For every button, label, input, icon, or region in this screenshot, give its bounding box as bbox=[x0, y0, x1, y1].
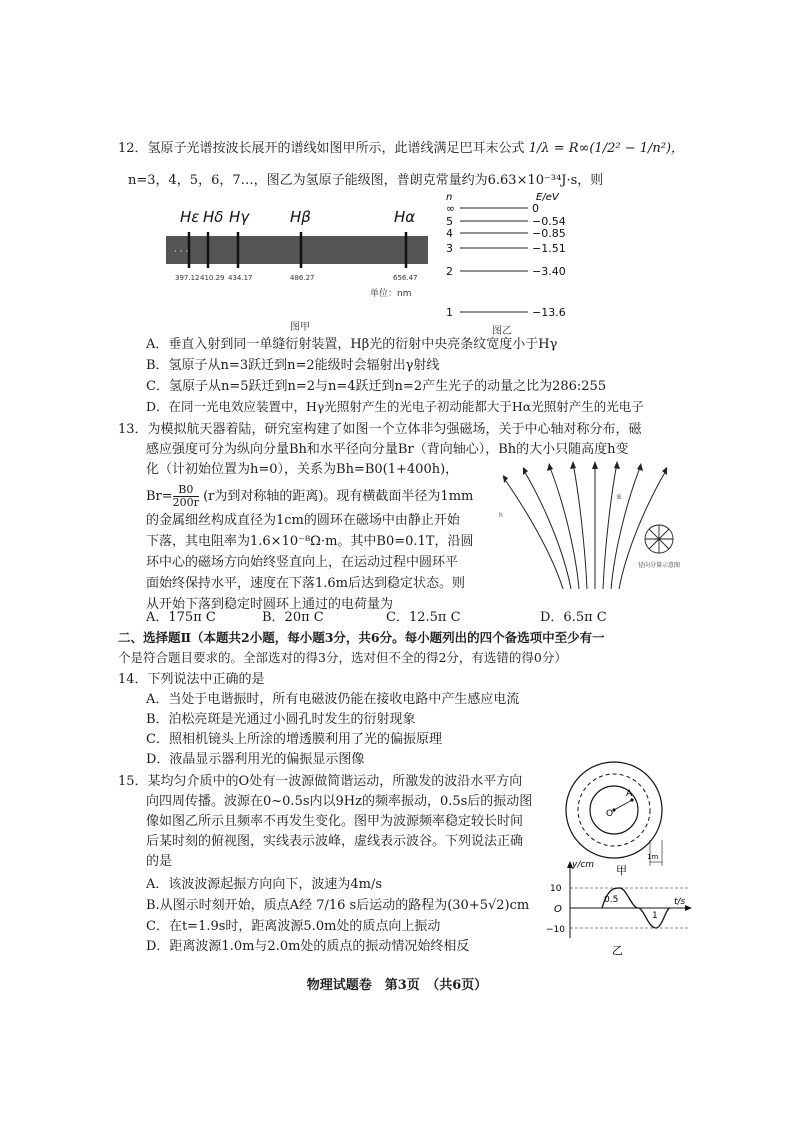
section2-line1: 二、选择题Ⅱ（本题共2小题，每小题3分，共6分。每小题列出的四个备选项中至少有一 bbox=[118, 630, 605, 645]
page-footer: 物理试题卷 第3页 （共6页） bbox=[306, 978, 488, 993]
q13-line6: 下落，其电阻率为1.6×10⁻⁸Ω·m。其中B0=0.1T，沿圆 bbox=[146, 534, 474, 549]
label-h-delta: Hδ bbox=[203, 208, 224, 226]
caption-jia: 图甲 bbox=[290, 322, 310, 333]
tick-y-neg10: −10 bbox=[546, 925, 565, 935]
q15-line2: 向四周传播。波源在0~0.5s内以9Hz的频率振动，0.5s后的振动图 bbox=[146, 794, 533, 809]
label-h-gamma: Hγ bbox=[229, 208, 250, 226]
q14-stem: 14．下列说法中正确的是 bbox=[118, 672, 265, 687]
label-h-epsilon: Hε bbox=[180, 208, 200, 226]
tick-y-o: O bbox=[554, 904, 562, 915]
q13-option-b: B．20π C bbox=[262, 610, 324, 625]
magnetic-field-figure bbox=[495, 455, 695, 595]
q15-option-c: C．在t=1.9s时，距离波源5.0m处的质点向上振动 bbox=[146, 919, 441, 934]
section2-line2: 个是符合题目要求的。全部选对的得3分，选对但不全的得2分，有选错的得0分） bbox=[118, 650, 567, 665]
tick-x-05: 0.5 bbox=[604, 895, 619, 905]
q12-option-d: D．在同一光电效应装置中，Hγ光照射产生的光电子初动能都大于Hα光照射产生的光电子 bbox=[146, 399, 644, 414]
level-e-3: −1.51 bbox=[532, 242, 566, 255]
q12-option-b: B．氢原子从n=3跃迁到n=2能级时会辐射出γ射线 bbox=[146, 358, 440, 373]
q14-option-a: A．当处于电谐振时，所有电磁波仍能在接收电路中产生感应电流 bbox=[146, 692, 520, 707]
label-h-beta: Hβ bbox=[290, 208, 311, 226]
q13-option-c: C．12.5π C bbox=[386, 610, 461, 625]
q13-option-a: A．175π C bbox=[146, 610, 216, 625]
axis-label: E/eV bbox=[536, 192, 559, 203]
label-o: O bbox=[606, 809, 614, 819]
ylabel: y/cm bbox=[572, 860, 595, 870]
radial-caption: 径向分量示意图 bbox=[637, 562, 681, 569]
q13-option-d: D．6.5π C bbox=[540, 610, 607, 625]
energy-level-figure bbox=[440, 188, 580, 338]
caption-jia-15: 甲 bbox=[616, 864, 627, 877]
balmer-formula: 1/λ = R∞(1/2² − 1/n²)， bbox=[528, 141, 685, 156]
label-a: A bbox=[626, 789, 633, 799]
q13-line4: Br= $\frac{B0}{200r}$ (r为到对称轴的距离)。现有横截面半径为1mm bbox=[146, 483, 474, 509]
q13-line2: 感应强度可分为纵向分量Bh和水平径向分量Br（背向轴心），Bh的大小只随高度h变 bbox=[146, 442, 629, 457]
spectrum-dots: · · · bbox=[174, 247, 189, 257]
q12-stem-line1: 12．氢原子光谱按波长展开的谱线如图甲所示，此谱线满足巴耳末公式 1/λ = R∞(1/2² − 1/n²)， bbox=[118, 141, 685, 156]
br-lhs: Br= bbox=[146, 489, 173, 504]
level-n-4: 4 bbox=[446, 227, 453, 240]
q15-option-a: A．该波波源起振方向向下，波速为4m/s bbox=[146, 877, 383, 892]
level-n-5: 5 bbox=[446, 215, 453, 228]
level-e-inf: 0 bbox=[532, 202, 539, 215]
caption-yi: 图乙 bbox=[492, 326, 512, 337]
level-n-2: 2 bbox=[446, 265, 453, 278]
level-n-3: 3 bbox=[446, 242, 453, 255]
q13-line8: 面始终保持水平，速度在下落1.6m后达到稳定状态。则 bbox=[146, 576, 466, 591]
level-e-1: −13.6 bbox=[532, 306, 566, 319]
tick-x-1: 1 bbox=[652, 911, 658, 921]
svg-text:B: B bbox=[617, 494, 622, 501]
q14-option-b: B．泊松亮斑是光通过小圆孔时发生的衍射现象 bbox=[146, 712, 416, 727]
q15-option-b: B.从图示时刻开始，质点A经 7/16 s后运动的路程为(30+5√2)cm bbox=[146, 898, 530, 913]
level-e-2: −3.40 bbox=[532, 265, 566, 278]
xlabel: t/s bbox=[674, 897, 686, 907]
q12-stem-line2: n=3，4，5，6，7…，图乙为氢原子能级图，普朗克常量约为6.63×10⁻³⁴J·s，则 bbox=[128, 173, 604, 188]
q13-line7: 环中心的磁场方向始终竖直向上，在运动过程中圆环平 bbox=[146, 555, 459, 570]
q15-option-d: D．距离波源1.0m与2.0m处的质点的振动情况始终相反 bbox=[146, 939, 470, 954]
level-e-4: −0.85 bbox=[532, 227, 566, 240]
svg-text:h: h bbox=[499, 512, 503, 519]
q13-line3: 化（计初始位置为h=0），关系为Bh=B0(1+400h)， bbox=[146, 462, 459, 477]
tick-y-10: 10 bbox=[550, 884, 562, 894]
wl-397: 397.12 bbox=[175, 274, 200, 282]
wl-656: 656.47 bbox=[393, 274, 418, 282]
level-n-inf: ∞ bbox=[446, 202, 456, 215]
q15-line3: 像如图乙所示且频率不再发生变化。图甲为波源频率稳定较长时间 bbox=[146, 814, 524, 829]
q15-line5: 的是 bbox=[146, 854, 173, 869]
wl-434: 434.17 bbox=[228, 274, 253, 282]
spectrum-figure bbox=[160, 200, 440, 335]
q12-option-a: A．垂直入射到同一单缝衍射装置，Hβ光的衍射中央亮条纹宽度小于Hγ bbox=[146, 337, 558, 352]
br-fraction: $\frac{B0}{200r}$ bbox=[172, 483, 199, 509]
unit-label: 单位：nm bbox=[370, 289, 412, 299]
label-h-alpha: Hα bbox=[394, 208, 416, 226]
vibration-graph-figure bbox=[540, 858, 700, 958]
q13-line9: 从开始下落到稳定时圆环上通过的电荷量为 bbox=[146, 597, 394, 612]
q12-option-c: C．氢原子从n=5跃迁到n=2与n=4跃迁到n=2产生光子的动量之比为286:255 bbox=[146, 379, 607, 394]
n-label: n bbox=[446, 192, 453, 203]
q15-line1: 15．某均匀介质中的O处有一波源做简谐运动，所激发的波沿水平方向 bbox=[118, 774, 523, 789]
scale-label: 1m bbox=[647, 853, 659, 861]
q14-option-c: C．照相机镜头上所涂的增透膜利用了光的偏振原理 bbox=[146, 732, 442, 747]
q14-option-d: D．液晶显示器利用光的偏振显示图像 bbox=[146, 752, 365, 767]
wl-486: 486.27 bbox=[290, 274, 315, 282]
caption-yi-15: 乙 bbox=[612, 944, 623, 957]
q15-line4: 后某时刻的俯视图，实线表示波峰，虚线表示波谷。下列说法正确 bbox=[146, 834, 524, 849]
level-n-1: 1 bbox=[446, 306, 453, 319]
q13-line1: 13．为模拟航天器着陆，研究室构建了如图一个立体非匀强磁场，关于中心轴对称分布，磁 bbox=[118, 422, 642, 437]
q13-line5: 的金属细丝构成直径为1cm的圆环在磁场中由静止开始 bbox=[146, 513, 460, 528]
wl-410: 410.29 bbox=[200, 274, 225, 282]
level-e-5: −0.54 bbox=[532, 215, 566, 228]
